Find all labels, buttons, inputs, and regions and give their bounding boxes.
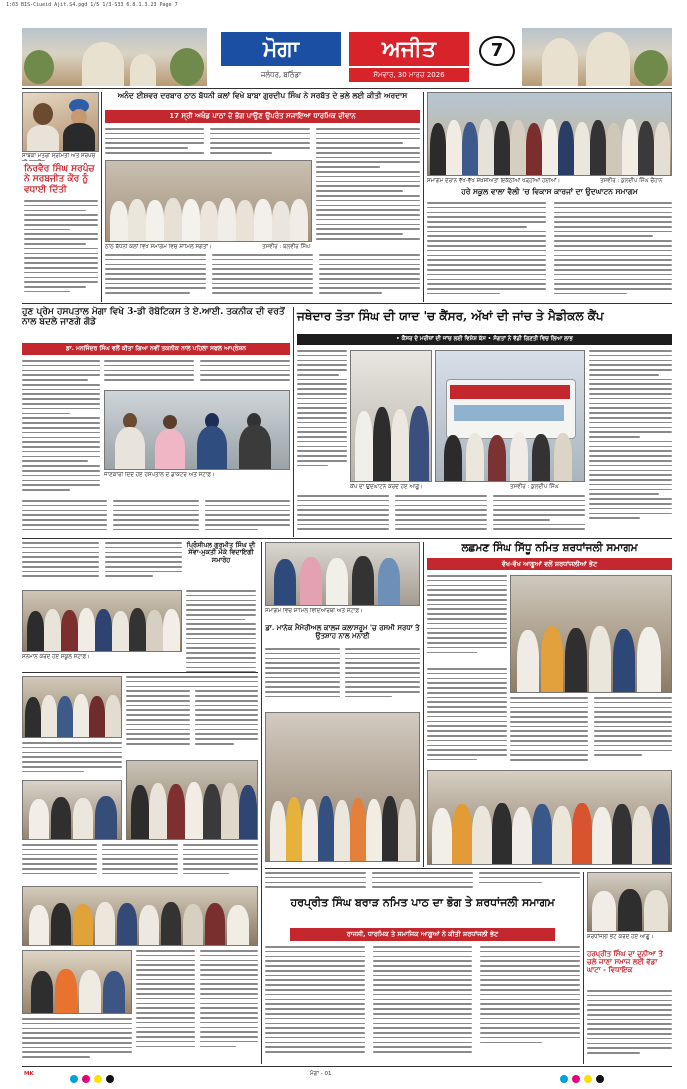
- medical-camp-body-1: [297, 350, 347, 490]
- footer-center-code: ਮੋਗਾ - 01: [310, 1071, 332, 1077]
- school-headline: ਪ੍ਰਿੰਸੀਪਲ ਗੁਰਮੀਤ ਸਿੰਘ ਦੀ ਸੇਵਾ-ਮੁਕਤੀ ਮੌਕੇ ਵਿਦਾਇਗੀ ਸਮਾਰੋਹ: [186, 541, 256, 564]
- left-portrait-photo: [22, 92, 99, 152]
- issue-date: ਸੋਮਵਾਰ, 30 ਮਾਰਚ 2026: [349, 68, 469, 82]
- hospital-body-1: [22, 360, 100, 500]
- hospital-band: ਡਾ. ਮਨਜਿੰਦਰ ਸਿੰਘ ਵਲੋਂ ਕੀਤਾ ਗਿਆ ਨਵੀਂ ਤਕਨੀਕ ਨਾਲ ਪਹਿਲਾ ਸਫਲ ਆਪ੍ਰੇਸ਼ਨ: [22, 343, 290, 355]
- hospital-body-2: [104, 360, 290, 388]
- left-group-photo-5: [22, 950, 132, 1014]
- medical-camp-bus-photo: [435, 350, 585, 482]
- bottom-right-headline: ਹਰਪ੍ਰੀਤ ਸਿੰਘ ਦਾ ਦੁਨੀਆ ਤੋਂ ਚਲੇ ਜਾਣਾ ਸਮਾਜ ਲਈ ਵੱਡਾ ਘਾਟਾ - ਵਿਧਾਇਕ: [587, 949, 663, 975]
- left-column-body: [24, 200, 98, 298]
- college-caption: ਸਮਾਗਮ ਵਿਚ ਸ਼ਾਮਿਲ ਵਿਦਿਆਰਥੀ ਅਤੇ ਸਟਾਫ਼।: [265, 608, 363, 614]
- left-bottom-caption-lines: [22, 742, 122, 776]
- harpreet-lead-lines: [265, 872, 580, 894]
- medical-camp-headline: ਜਥੇਦਾਰ ਤੋਤਾ ਸਿੰਘ ਦੀ ਯਾਦ 'ਚ ਕੈਂਸਰ, ਅੱਖਾਂ ਦੀ ਜਾਂਚ ਤੇ ਮੈਡੀਕਲ ਕੈਂਪ: [297, 309, 604, 323]
- lachhman-body-2: [427, 668, 507, 768]
- left-bottom-body-4: [22, 1018, 132, 1062]
- medical-camp-caption: ਕੈਂਪ ਦਾ ਉਦਘਾਟਨ ਕਰਦੇ ਹੋਏ ਆਗੂ।: [350, 484, 423, 490]
- harpreet-body: [265, 946, 580, 1062]
- medical-camp-body-3: [297, 495, 585, 535]
- column-divider: [293, 307, 294, 537]
- hospital-photo: [104, 390, 290, 470]
- left-bottom-body-1: [126, 676, 258, 756]
- top-lead-band: 17 ਸ੍ਰੀ ਅਖੰਡ ਪਾਠਾਂ ਦੇ ਭੋਗ ਪਾਉਣ ਉਪਰੰਤ ਸਜਾਇਆ ਧਾਰਮਿਕ ਦੀਵਾਨ: [105, 110, 420, 123]
- lachhman-photo: [510, 575, 672, 693]
- medical-camp-photo-1: [350, 350, 432, 482]
- top-right-headline: ਹਰੇ ਸਕੂਲ ਵਾਲਾ ਵੈਲੀ 'ਚ ਵਿਕਾਸ ਕਾਰਜਾਂ ਦਾ ਉਦਘਾਟਨ ਸਮਾਗਮ: [461, 187, 638, 196]
- column-divider: [261, 542, 262, 1064]
- section-name: ਮੋਗਾ: [221, 32, 341, 66]
- hospital-body-3: [22, 500, 290, 536]
- top-lead-caption: ਠਾਠ ਬੱਧਨੀ ਕਲਾਂ ਵਿਖੇ ਸਮਾਗਮ ਵਿਚ ਸ਼ਾਮਿਲ ਸੰਗਤਾਂ।: [105, 244, 212, 250]
- bottom-right-photo: [587, 872, 672, 932]
- school-body-1: [22, 542, 182, 586]
- hospital-headline: ਹੁਣ ਪ੍ਰੇਮ ਹਸਪਤਾਲ ਮੋਗਾ ਵਿਖੇ 3-ਡੀ ਰੋਬੋਟਿਕਸ ਤੇ ਏ.ਆਈ. ਤਕਨੀਕ ਦੀ ਵਰਤੋਂ ਨਾਲ ਬਦਲੇ ਜਾਣਗੇ ਗੋਡੇ: [22, 307, 285, 328]
- registration-mark: [82, 1075, 90, 1083]
- page-number: 7: [479, 36, 515, 66]
- registration-mark: [560, 1075, 568, 1083]
- masthead: [22, 28, 672, 86]
- school-caption: ਸਨਮਾਨ ਕਰਦੇ ਹੋਏ ਸਕੂਲ ਸਟਾਫ਼।: [22, 654, 90, 660]
- registration-mark: [596, 1075, 604, 1083]
- column-divider: [101, 92, 102, 302]
- lachhman-body-3: [510, 697, 672, 767]
- registration-mark: [70, 1075, 78, 1083]
- masthead-gurdwara-photo: [22, 28, 207, 86]
- top-lead-body-1: [105, 128, 204, 158]
- masthead-title: [207, 28, 522, 86]
- left-column-headline: ਨਿਰਵੈਰ ਸਿੰਘ ਸਰਪੰਚ ਨੇ ਸਰਬਜੀਤ ਕੌਰ ਨੂੰ ਵਧਾਈ ਦਿੱਤੀ: [24, 164, 95, 195]
- footer-left-code: MK: [24, 1071, 34, 1077]
- college-photo-1: [265, 542, 420, 606]
- bottom-right-body: [587, 990, 672, 1062]
- lachhman-body-1: [427, 575, 507, 665]
- top-right-body: [427, 202, 672, 300]
- bottom-right-caption: ਸ਼ਰਧਾਂਜਲੀ ਭੇਟ ਕਰਦੇ ਹੋਏ ਆਗੂ।: [587, 934, 654, 940]
- left-bottom-body-3: [136, 950, 258, 1062]
- section-rule: [22, 303, 672, 304]
- school-photo: [22, 590, 182, 652]
- left-bottom-body-2: [22, 844, 258, 882]
- registration-mark: [584, 1075, 592, 1083]
- hospital-caption: ਜਾਣਕਾਰੀ ਦਿੰਦੇ ਹੋਏ ਹਸਪਤਾਲ ਦੇ ਡਾਕਟਰ ਅਤੇ ਸਟਾਫ਼।: [104, 472, 215, 478]
- column-divider: [423, 542, 424, 867]
- print-slug: 1:03 BIS-Ciueid Ajit.S4.pgd 1/5 1/3-S33 6.8.1.3.23 Page 7: [6, 2, 178, 8]
- section-rule: [265, 868, 672, 869]
- medical-camp-credit: ਤਸਵੀਰ : ਕੁਲਦੀਪ ਸਿੰਘ: [510, 484, 559, 490]
- top-lead-body-4: [105, 254, 420, 298]
- masthead-rule: [22, 88, 672, 89]
- left-group-photo-2: [22, 780, 122, 840]
- college-headline: ਡਾ. ਮਾਨੇਕ ਮੈਮੋਰੀਅਲ ਕਾਲਜ ਕਲਾਸਰੂਮ 'ਚ ਰਸਮੀ ਸਰਧਾ ਤੇ ਉਤਸ਼ਾਹ ਨਾਲ ਮਨਾਈ: [265, 623, 420, 641]
- section-rule: [22, 672, 258, 673]
- column-divider: [583, 872, 584, 1064]
- top-lead-body-2: [210, 128, 310, 158]
- harpreet-headline: ਹਰਪ੍ਰੀਤ ਸਿੰਘ ਬਰਾੜ ਨਮਿਤ ਪਾਠ ਦਾ ਭੋਗ ਤੇ ਸ਼ਰਧਾਂਜਲੀ ਸਮਾਗਮ: [290, 896, 555, 909]
- medical-camp-body-2: [589, 350, 672, 535]
- top-lead-body-3: [316, 128, 420, 248]
- top-lead-headline: ਅਨੰਦ ਈਸ਼ਵਰ ਦਰਬਾਰ ਠਾਠ ਬੱਧਨੀ ਕਲਾਂ ਵਿਖੇ ਬਾਬਾ ਗੁਰਦੀਪ ਸਿੰਘ ਨੇ ਸਰਬੱਤ ਦੇ ਭਲੇ ਲਈ ਕੀਤੀ ਅਰਦਾਸ: [117, 91, 408, 100]
- footer-rule: [22, 1066, 672, 1067]
- registration-mark: [106, 1075, 114, 1083]
- lachhman-headline: ਲਛਮਣ ਸਿੰਘ ਸਿੱਧੂ ਨਮਿਤ ਸ਼ਰਧਾਂਜਲੀ ਸਮਾਗਮ: [461, 542, 638, 554]
- column-divider: [423, 92, 424, 302]
- top-lead-photo: [105, 160, 312, 242]
- top-right-caption: ਸਮਾਗਮ ਦੌਰਾਨ ਵੱਖ-ਵੱਖ ਸ਼ਖ਼ਸੀਅਤਾਂ ਇਕੱਠੀਆਂ ਖੜ੍ਹੀਆਂ ਹੋਈਆਂ।: [427, 178, 561, 184]
- edition-label: ਜਲੰਧਰ, ਬਠਿੰਡਾ: [260, 71, 302, 79]
- top-right-credit: ਤਸਵੀਰ : ਕੁਲਦੀਪ ਸਿੰਘ ਚੌਹਾਨ: [600, 178, 663, 184]
- paper-name: ਅਜੀਤ: [349, 32, 469, 66]
- top-right-group-photo: [427, 92, 672, 176]
- registration-mark: [94, 1075, 102, 1083]
- left-group-photo-1: [22, 676, 122, 738]
- registration-mark: [572, 1075, 580, 1083]
- left-group-photo-3: [126, 760, 258, 840]
- left-portrait-caption: ਸਾਬਕਾ ਮੰਤਰੀ ਸ੍ਰੀਮਤੀ ਅਤੇ ਸਰਪੰਚ: [22, 153, 96, 159]
- masthead-temple-photo: [522, 28, 672, 86]
- lachhman-band: ਵੱਖ-ਵੱਖ ਆਗੂਆਂ ਵਲੋਂ ਸ਼ਰਧਾਂਜਲੀਆਂ ਭੇਟ: [427, 558, 672, 570]
- section-rule: [22, 538, 672, 539]
- lachhman-crowd-photo: [427, 770, 672, 865]
- medical-camp-band: • ਕੈਂਸਰ ਦੇ ਮਰੀਜ਼ਾਂ ਦੀ ਜਾਂਚ ਲਈ ਵਿਸ਼ੇਸ਼ ਬੱਸ • ਸੰਗਤਾਂ ਨੇ ਵੱਡੀ ਗਿਣਤੀ ਵਿਚ ਲਿਆ ਲਾਭ: [297, 334, 672, 345]
- college-hall-photo: [265, 712, 420, 862]
- top-lead-credit: ਤਸਵੀਰ : ਬਲਵੀਰ ਸਿੰਘ: [262, 244, 310, 250]
- harpreet-band: ਰਾਜਸੀ, ਧਾਰਮਿਕ ਤੇ ਸਮਾਜਿਕ ਆਗੂਆਂ ਨੇ ਕੀਤੀ ਸ਼ਰਧਾਂਜਲੀ ਭੇਟ: [290, 928, 555, 941]
- college-body: [265, 648, 420, 708]
- left-group-photo-4: [22, 886, 258, 946]
